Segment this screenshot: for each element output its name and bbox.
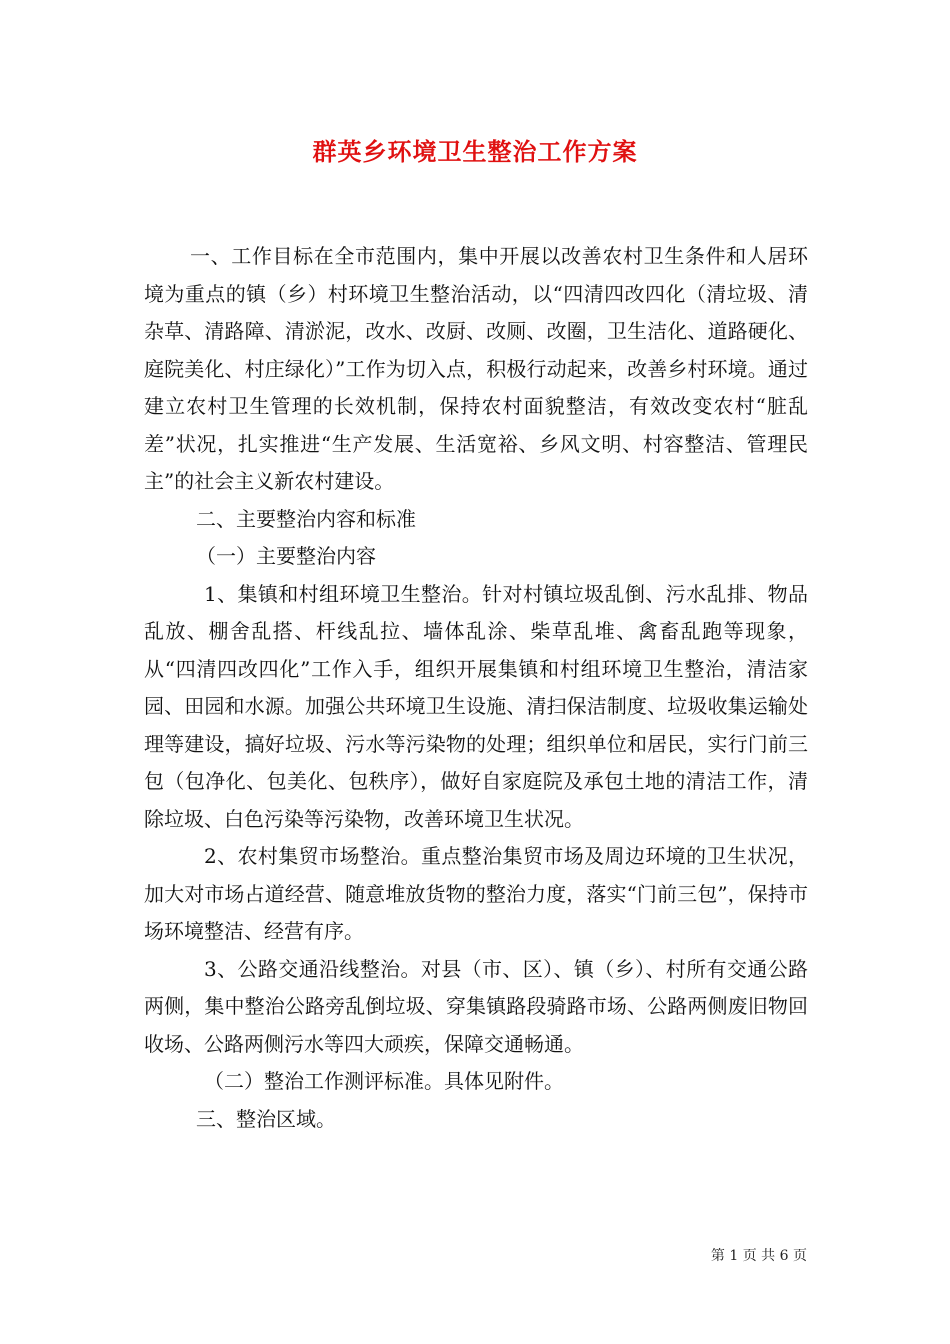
paragraph-road-sanitation: 3、公路交通沿线整治。对县（市、区）、镇（乡）、村所有交通公路两侧，集中整治公路旁乱倒垃圾、穿集镇路段骑路市场、公路两侧废旧物回收场、公路两侧污水等四大顽疾，保障交通畅通。 xyxy=(144,956,808,1056)
subsection-heading-main-content: （一）主要整治内容 xyxy=(196,544,376,568)
document-body xyxy=(144,238,808,1138)
paragraph-town-village-sanitation: 1、集镇和村组环境卫生整治。针对村镇垃圾乱倒、污水乱排、物品乱放、棚舍乱搭、杆线乱拉、墙体乱涂、柴草乱堆、禽畜乱跑等现象，从“四清四改四化”工作入手，组织开展集镇和村组环境卫生整治，清洁家园、田园和水源。加强公共环境卫生设施、清扫保洁制度、垃圾收集运输处理等建设，搞好垃圾、污水等污染物的处理；组织单位和居民，实行门前三包（包净化、包美化、包秩序），做好自家庭院及承包土地的清洁工作，清除垃圾、白色污染等污染物，改善环境卫生状况。 xyxy=(144,581,808,831)
subsection-heading-evaluation-standard: （二）整治工作测评标准。具体见附件。 xyxy=(204,1069,564,1093)
page-number: 第 1 页 共 6 页 xyxy=(710,1248,807,1264)
paragraph-work-goal: 一、工作目标在全市范围内，集中开展以改善农村卫生条件和人居环境为重点的镇（乡）村环境卫生整治活动，以“四清四改四化（清垃圾、清杂草、清路障、清淤泥，改水、改厨、改厕、改圈，卫生洁化、道路硬化、庭院美化、村庄绿化）”工作为切入点，积极行动起来，改善乡村环境。通过建立农村卫生管理的长效机制，保持农村面貌整洁，有效改变农村“脏乱差”状况，扎实推进“生产发展、生活宽裕、乡风文明、村容整洁、管理民主”的社会主义新农村建设。 xyxy=(144,244,808,493)
paragraph-market-sanitation: 2、农村集贸市场整治。重点整治集贸市场及周边环境的卫生状况，加大对市场占道经营、随意堆放货物的整治力度，落实“门前三包”，保持市场环境整洁、经营有序。 xyxy=(144,844,808,943)
section-heading-main-content: 二、主要整治内容和标准 xyxy=(196,506,416,531)
document-title: 群英乡环境卫生整治工作方案 xyxy=(312,137,638,166)
section-heading-area: 三、整治区域。 xyxy=(196,1106,336,1131)
